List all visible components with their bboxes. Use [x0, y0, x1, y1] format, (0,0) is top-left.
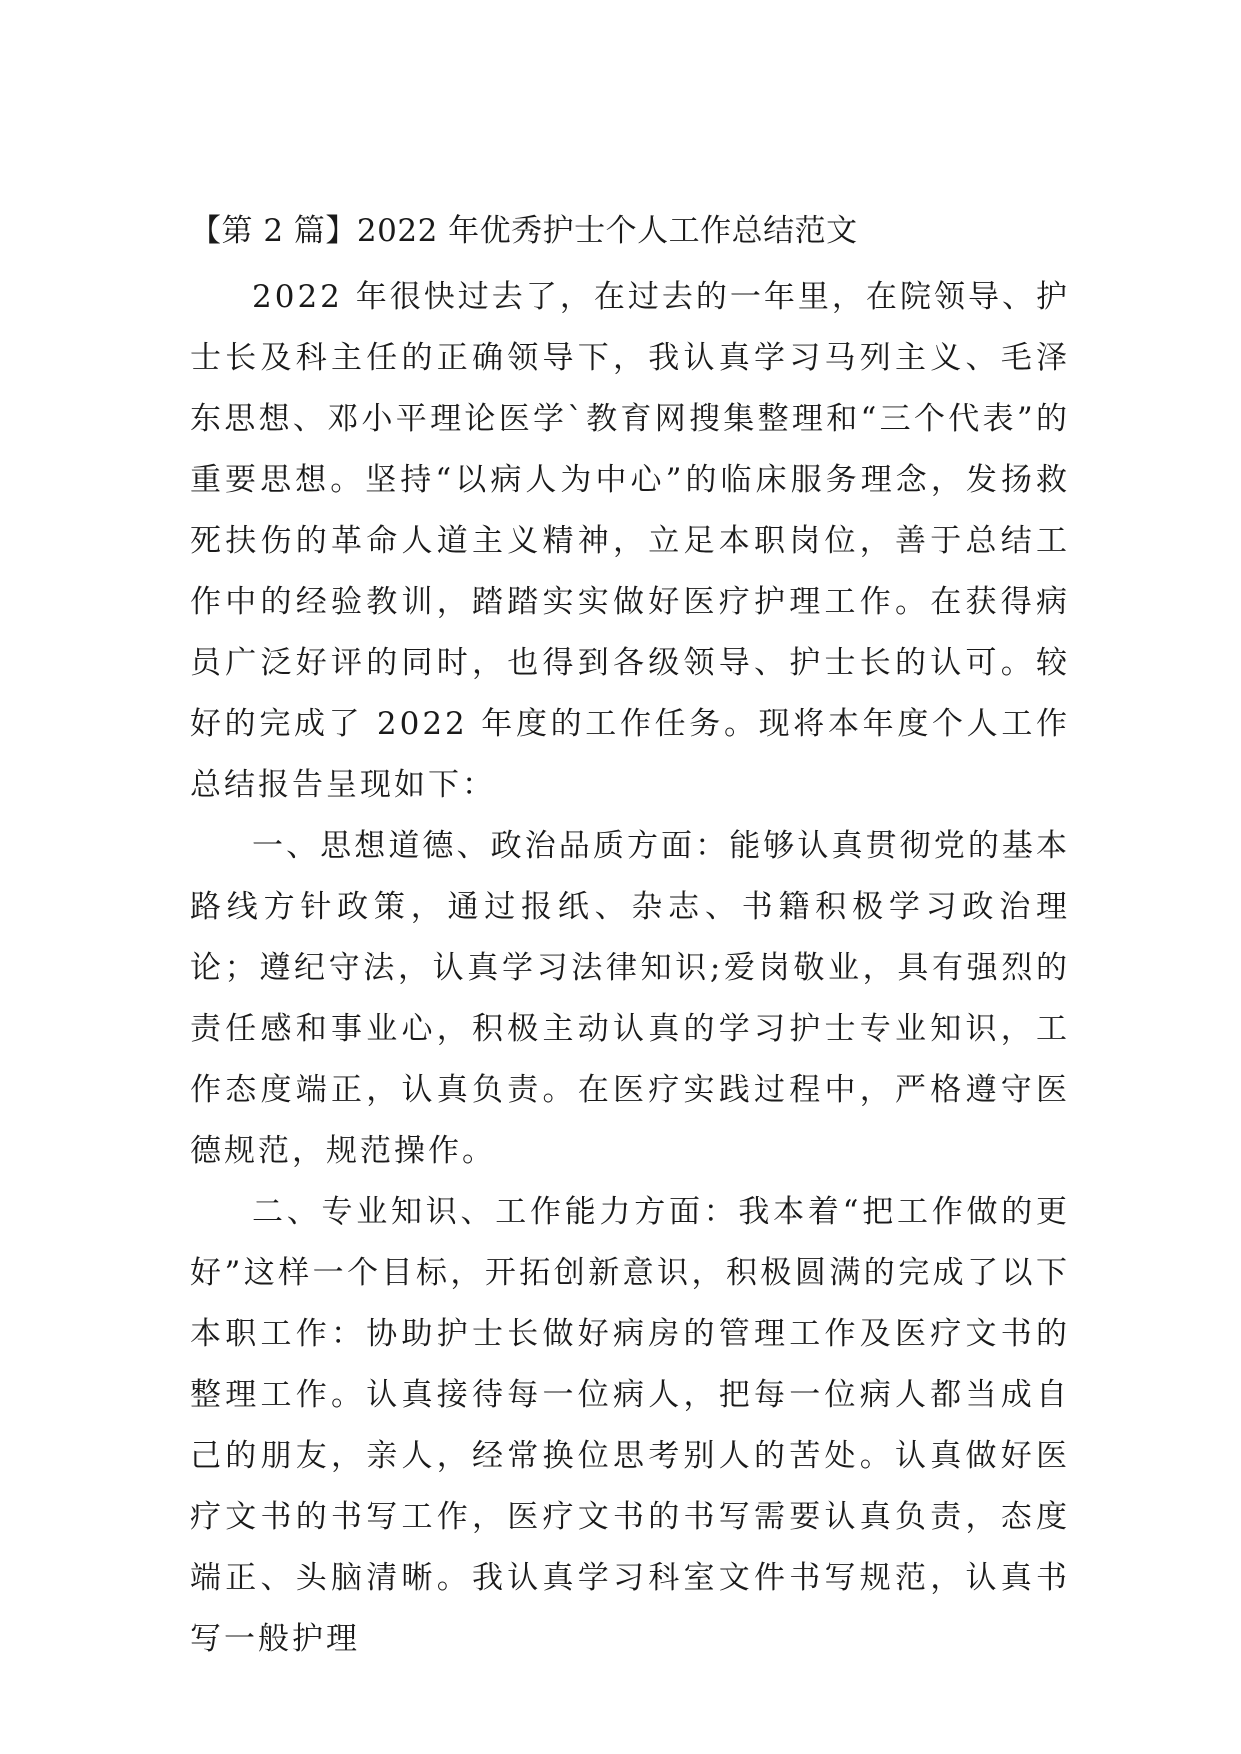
paragraph-professional: 二、专业知识、工作能力方面：我本着“把工作做的更好”这样一个目标，开拓创新意识，积极圆满的完成了以下本职工作：协助护士长做好病房的管理工作及医疗文书的整理工作。认真接待每一位病人，把每一位病人都当成自己的朋友，亲人，经常换位思考别人的苦处。认真做好医疗文书的书写工作，医疗文书的书写需要认真负责，态度端正、头脑清晰。我认真学习科室文件书写规范，认真书写一般护理 — [190, 1194, 1070, 1657]
document-heading: 【第 2 篇】2022 年优秀护士个人工作总结范文 — [190, 213, 858, 249]
paragraph-ideology: 一、思想道德、政治品质方面：能够认真贯彻党的基本路线方针政策，通过报纸、杂志、书籍积极学习政治理论；遵纪守法，认真学习法律知识;爱岗敬业，具有强烈的责任感和事业心，积极主动认真的学习护士专业知识，工作态度端正，认真负责。在医疗实践过程中，严格遵守医德规范，规范操作。 — [190, 828, 1070, 1169]
document-body — [190, 209, 1070, 1670]
paragraph-intro: 2022 年很快过去了，在过去的一年里，在院领导、护士长及科主任的正确领导下，我认真学习马列主义、毛泽东思想、邓小平理论医学`教育网搜集整理和“三个代表”的重要思想。坚持“以病人为中心”的临床服务理念，发扬救死扶伤的革命人道主义精神，立足本职岗位，善于总结工作中的经验教训，踏踏实实做好医疗护理工作。在获得病员广泛好评的同时，也得到各级领导、护士长的认可。较好的完成了 2022 年度的工作任务。现将本年度个人工作总结报告呈现如下： — [190, 279, 1070, 803]
